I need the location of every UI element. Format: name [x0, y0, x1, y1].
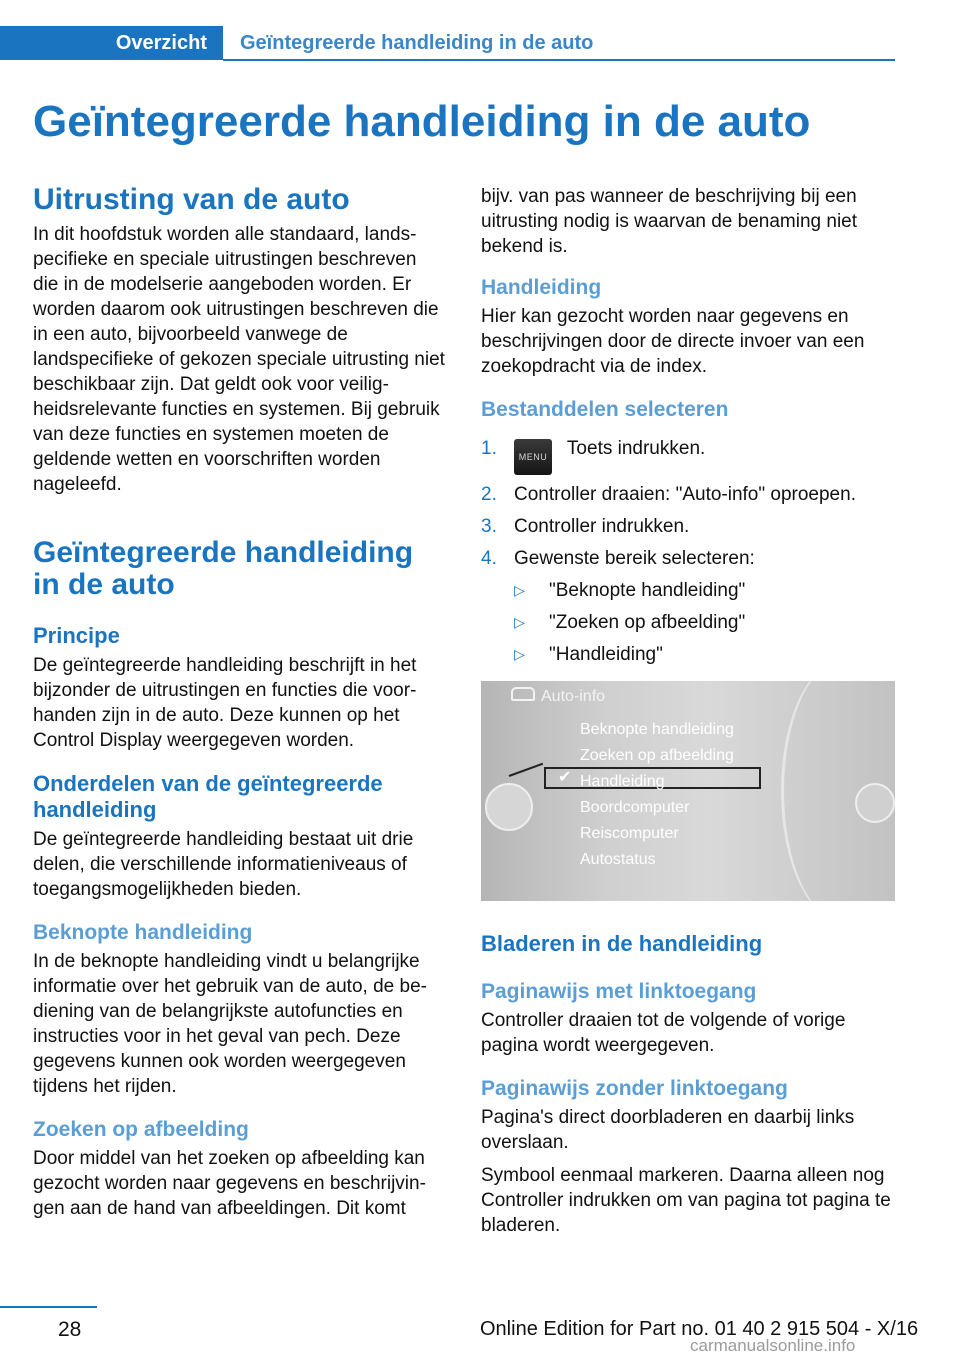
list-item: [481, 514, 895, 539]
list-item: [481, 436, 895, 475]
footer-rule: [0, 1306, 97, 1308]
text-principle: De geïntegreerde handleiding beschrijft in het bijzonder de uitrustingen en functies die voorhanden zijn in de auto. Deze kunnen op het Control Display weergegeven worden.: [33, 655, 417, 751]
screen-menu: [580, 717, 734, 873]
substep-text: "Handleiding": [549, 644, 663, 665]
edition-note: Online Edition for Part no. 01 40 2 915 504 - X/16: [480, 1318, 919, 1340]
substep-text: "Zoeken op afbeelding": [549, 612, 746, 633]
heading-integrated-manual: Geïntegreerde handleiding in de auto: [33, 536, 414, 601]
step-number: 2.: [481, 484, 497, 505]
checkmark-icon: ✔: [558, 769, 572, 786]
text-no-link-1: Pagina's direct doorbladeren en daarbij links overslaan.: [481, 1107, 855, 1153]
step-number: 3.: [481, 516, 497, 537]
screen-menu-item[interactable]: Boordcomputer: [580, 799, 690, 816]
screen-menu-item[interactable]: Beknopte handleiding: [580, 721, 734, 738]
list-item: [514, 610, 895, 635]
heading-select-parts: Bestanddelen selecteren: [481, 398, 729, 421]
text-link-access: Controller draaien tot de volgende of vorige pagina wordt weergegeven.: [481, 1010, 846, 1056]
list-item: [481, 546, 895, 667]
step-text: Toets indrukken.: [562, 438, 706, 459]
section-tab[interactable]: Overzicht: [0, 26, 223, 60]
screen-menu-item[interactable]: Autostatus: [580, 851, 656, 868]
steps-list: [481, 436, 895, 667]
text-no-link-2: Symbool eenmaal markeren. Daarna alleen nog Controller indrukken om van pagina tot pagina te bladeren.: [481, 1165, 891, 1236]
substep-text: "Beknopte handleiding": [549, 580, 746, 601]
heading-browse: Bladeren in de handleiding: [481, 931, 763, 956]
right-column: [481, 184, 895, 1238]
side-knob-icon: [855, 783, 895, 823]
text-search-by-image: Door middel van het zoeken op afbeelding kan gezocht worden naar gegevens en beschrijvingen aan de hand van afbeeldingen. Dit komt: [33, 1148, 426, 1219]
screen-menu-item[interactable]: Handleiding: [580, 773, 665, 790]
list-item: [481, 482, 895, 507]
controller-knob-icon: [485, 783, 533, 831]
step-number: 1.: [481, 438, 497, 459]
triangle-bullet-icon: ▷: [514, 614, 525, 630]
list-item: [514, 642, 895, 667]
triangle-bullet-icon: ▷: [514, 582, 525, 598]
step-text: Gewenste bereik selecteren:: [514, 548, 755, 569]
screen-menu-item[interactable]: Reiscomputer: [580, 825, 679, 842]
car-icon: [511, 687, 535, 701]
left-column: [33, 184, 447, 1221]
menu-button-icon: MENU: [514, 439, 552, 475]
heading-parts: Onderdelen van de geïntegreerde handleiding: [33, 771, 383, 822]
triangle-bullet-icon: ▷: [514, 646, 525, 662]
page-number: 28: [58, 1318, 82, 1341]
screen-header: [511, 687, 605, 706]
screen-menu-item[interactable]: Zoeken op afbeelding: [580, 747, 734, 764]
chapter-label: Geïntegreerde handleiding in de auto: [240, 32, 594, 54]
watermark: carmanualsonline.info: [690, 1336, 856, 1355]
step-text: Controller indrukken.: [514, 516, 690, 537]
running-header: [0, 26, 895, 62]
step-number: 4.: [481, 548, 497, 569]
heading-no-link-access: Paginawijs zonder linktoegang: [481, 1077, 788, 1100]
pointer-line: [509, 763, 544, 777]
text-search-continued: bijv. van pas wanneer de beschrijving bij een uitrusting nodig is waarvan de benaming niet bekend is.: [481, 186, 858, 257]
screen-title: Auto-info: [541, 688, 606, 705]
header-rule: [223, 59, 895, 61]
list-item: [514, 578, 895, 603]
heading-principle: Principe: [33, 623, 120, 648]
substeps-list: [514, 578, 895, 667]
heading-manual: Handleiding: [481, 276, 602, 299]
heading-search-by-image: Zoeken op afbeelding: [33, 1118, 249, 1141]
text-parts: De geïntegreerde handleiding bestaat uit drie delen, die verschillende informatieniveaus of toegangsmogelijkheden bieden.: [33, 829, 414, 900]
step-text: Controller draaien: "Auto-info" oproepen.: [514, 484, 856, 505]
heading-equipment: Uitrusting van de auto: [33, 183, 350, 216]
heading-quick-guide: Beknopte handleiding: [33, 921, 253, 944]
text-equipment: In dit hoofdstuk worden alle standaard, landspecifieke en speciale uitrustingen beschreven die in de modelserie aangeboden worden. Er worden daarom ook uitrustingen beschreven die in een auto, bijvoorbeeld vanwege de landspecifieke of gekozen speciale uitrusting niet beschikbaar zijn. Dat geldt ook voor veiligheidsrelevante functies en systemen. Bij gebruik van deze functies en systemen moeten de geldende wetten en voorschriften worden nageleefd.: [33, 224, 445, 495]
page-title: Geïntegreerde handleiding in de auto: [33, 97, 811, 146]
control-display-screenshot: [481, 681, 895, 901]
heading-link-access: Paginawijs met linktoegang: [481, 980, 757, 1003]
text-quick-guide: In de beknopte handleiding vindt u belangrijke informatie over het gebruik van de auto, de bediening van de belangrijkste autofuncties en instructies voor in het geval van pech. Deze gegevens kunnen ook worden weergegeven tijdens het rijden.: [33, 951, 427, 1097]
text-manual: Hier kan gezocht worden naar gegevens en beschrijvingen door de directe invoer van een zoekopdracht via de index.: [481, 306, 865, 377]
